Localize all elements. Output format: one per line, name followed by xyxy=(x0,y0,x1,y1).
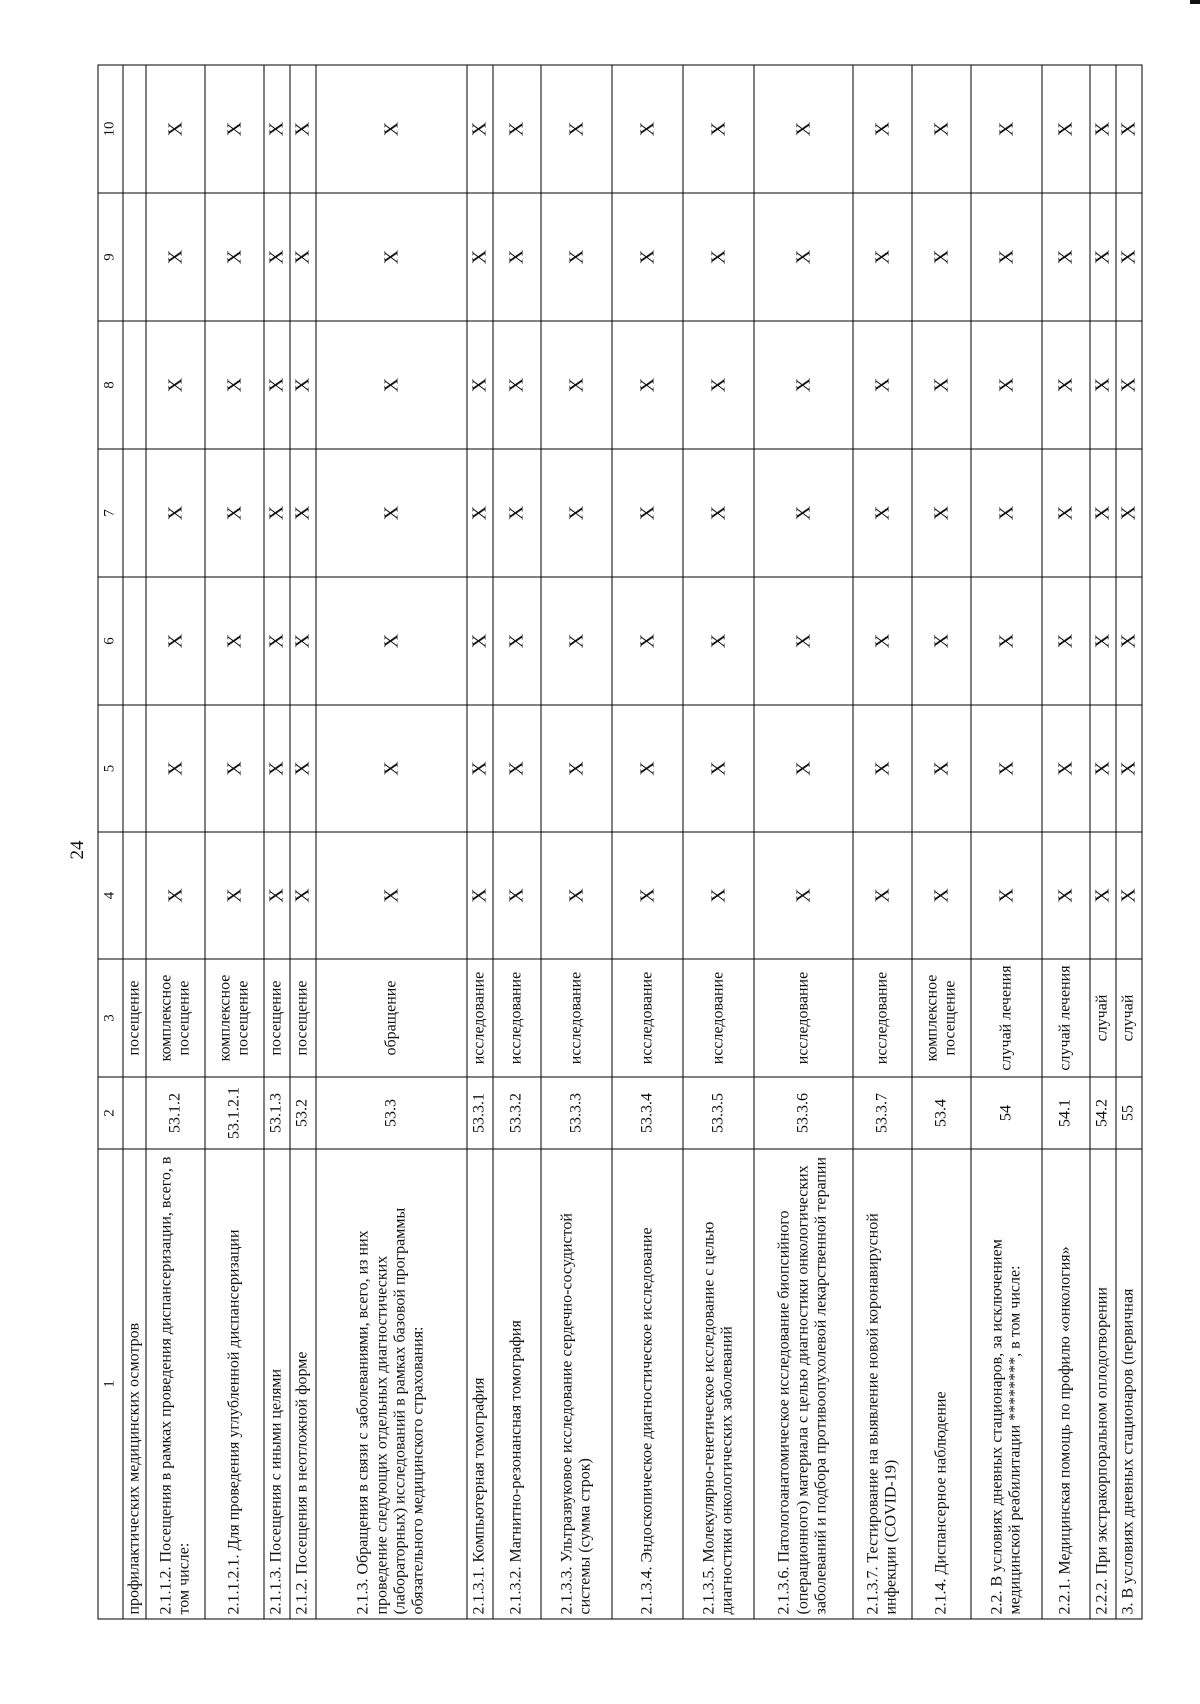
row-value: X xyxy=(290,449,316,577)
row-value: X xyxy=(853,321,912,449)
row-value: X xyxy=(853,65,912,193)
row-name: 2.1.1.2. Посещения в рамках проведения диспансеризации, всего, в том числе: xyxy=(146,1149,205,1619)
row-value: X xyxy=(493,577,541,705)
row-code: 53.4 xyxy=(912,1077,971,1149)
row-value: X xyxy=(316,321,467,449)
row-value: X xyxy=(612,321,683,449)
row-value: X xyxy=(754,193,853,321)
row-value: X xyxy=(912,832,971,959)
row-value: X xyxy=(146,449,205,577)
row-value: X xyxy=(683,321,754,449)
row-value: X xyxy=(146,577,205,705)
row-value: X xyxy=(683,449,754,577)
row-value: X xyxy=(264,832,290,959)
row-value: X xyxy=(264,193,290,321)
row-value: X xyxy=(541,65,612,193)
row-value: X xyxy=(754,577,853,705)
row-value xyxy=(123,577,146,705)
row-value: X xyxy=(1090,65,1116,193)
data-table xyxy=(98,65,1143,1620)
row-value: X xyxy=(316,705,467,832)
column-header: 7 xyxy=(98,449,123,577)
corner-mark xyxy=(1190,0,1200,4)
row-unit: случай лечения xyxy=(1042,959,1090,1077)
row-value: X xyxy=(853,577,912,705)
row-value: X xyxy=(971,705,1042,832)
row-code: 53.3.7 xyxy=(853,1077,912,1149)
row-value: X xyxy=(467,193,493,321)
row-value: X xyxy=(1042,321,1090,449)
row-value: X xyxy=(146,193,205,321)
row-value: X xyxy=(1090,193,1116,321)
row-value: X xyxy=(912,577,971,705)
row-unit: исследование xyxy=(683,959,754,1077)
row-value: X xyxy=(493,449,541,577)
row-value: X xyxy=(1090,321,1116,449)
row-value: X xyxy=(612,449,683,577)
row-value: X xyxy=(541,705,612,832)
row-name: 2.1.1.3. Посещения с иными целями xyxy=(264,1149,290,1619)
row-value: X xyxy=(683,577,754,705)
row-value: X xyxy=(612,705,683,832)
row-value: X xyxy=(1090,705,1116,832)
row-value: X xyxy=(264,705,290,832)
row-value: X xyxy=(971,449,1042,577)
row-value: X xyxy=(912,193,971,321)
table-row xyxy=(1042,65,1090,1619)
row-value xyxy=(123,449,146,577)
row-value: X xyxy=(971,577,1042,705)
row-value: X xyxy=(541,321,612,449)
row-value: X xyxy=(754,321,853,449)
page-number: 24 xyxy=(67,840,88,860)
row-value: X xyxy=(971,193,1042,321)
row-value: X xyxy=(1116,705,1142,832)
table-body xyxy=(123,65,1142,1619)
table-row xyxy=(683,65,754,1619)
table-header xyxy=(98,65,123,1619)
table-row xyxy=(146,65,205,1619)
row-value: X xyxy=(1116,832,1142,959)
column-header: 1 xyxy=(98,1149,123,1619)
row-code: 54.1 xyxy=(1042,1077,1090,1149)
row-value: X xyxy=(493,193,541,321)
table-row xyxy=(853,65,912,1619)
row-value: X xyxy=(205,193,264,321)
row-unit: посещение xyxy=(123,959,146,1077)
row-value: X xyxy=(205,577,264,705)
row-value: X xyxy=(912,65,971,193)
row-name: 2.1.3.3. Ультразвуковое исследование сердечно-сосудистой системы (сумма строк) xyxy=(541,1149,612,1619)
row-value: X xyxy=(971,65,1042,193)
column-header: 10 xyxy=(98,65,123,193)
row-code: 53.3.5 xyxy=(683,1077,754,1149)
row-value: X xyxy=(1116,321,1142,449)
row-name: профилактических медицинских осмотров xyxy=(123,1149,146,1619)
row-value: X xyxy=(1042,832,1090,959)
table-row xyxy=(123,65,146,1619)
row-value: X xyxy=(1116,449,1142,577)
row-code: 53.3.6 xyxy=(754,1077,853,1149)
row-value: X xyxy=(467,321,493,449)
row-value: X xyxy=(971,832,1042,959)
row-value: X xyxy=(493,832,541,959)
row-unit: исследование xyxy=(467,959,493,1077)
row-value: X xyxy=(754,65,853,193)
row-value: X xyxy=(853,832,912,959)
row-value: X xyxy=(853,449,912,577)
row-value: X xyxy=(467,832,493,959)
row-value: X xyxy=(612,577,683,705)
row-name: 2.1.2. Посещения в неотложной форме xyxy=(290,1149,316,1619)
row-value: X xyxy=(612,832,683,959)
table-row xyxy=(205,65,264,1619)
row-value: X xyxy=(264,449,290,577)
row-value: X xyxy=(1042,449,1090,577)
row-name: 2.2. В условиях дневных стационаров, за исключением медицинской реабилитации ********, в том числе: xyxy=(971,1149,1042,1619)
row-code: 53.3.4 xyxy=(612,1077,683,1149)
table-row xyxy=(467,65,493,1619)
table-row xyxy=(316,65,467,1619)
column-header: 9 xyxy=(98,193,123,321)
row-value: X xyxy=(290,193,316,321)
row-value: X xyxy=(1090,449,1116,577)
table-row xyxy=(264,65,290,1619)
row-value: X xyxy=(467,449,493,577)
row-value: X xyxy=(493,321,541,449)
column-header: 6 xyxy=(98,577,123,705)
row-value: X xyxy=(1116,193,1142,321)
row-value: X xyxy=(493,705,541,832)
row-unit: комплексное посещение xyxy=(912,959,971,1077)
row-value: X xyxy=(316,832,467,959)
row-value xyxy=(123,832,146,959)
row-unit: комплексное посещение xyxy=(205,959,264,1077)
row-unit: случай xyxy=(1116,959,1142,1077)
row-value: X xyxy=(1042,577,1090,705)
row-value: X xyxy=(146,321,205,449)
row-value: X xyxy=(683,65,754,193)
column-header: 3 xyxy=(98,959,123,1077)
row-value: X xyxy=(290,321,316,449)
row-value: X xyxy=(853,193,912,321)
row-code: 54.2 xyxy=(1090,1077,1116,1149)
row-name: 2.1.3. Обращения в связи с заболеваниями, всего, из них проведение следующих отдельных диагностических (лабораторных) исследований в рамках базовой программы обязательного медицинского страхования: xyxy=(316,1149,467,1619)
row-unit: посещение xyxy=(264,959,290,1077)
row-value: X xyxy=(853,705,912,832)
row-value: X xyxy=(467,577,493,705)
table-row xyxy=(290,65,316,1619)
row-value: X xyxy=(264,321,290,449)
row-unit: исследование xyxy=(754,959,853,1077)
row-code: 53.3.1 xyxy=(467,1077,493,1149)
table-row xyxy=(541,65,612,1619)
row-value: X xyxy=(1042,193,1090,321)
row-unit: исследование xyxy=(853,959,912,1077)
table-row xyxy=(612,65,683,1619)
row-value: X xyxy=(205,321,264,449)
row-value: X xyxy=(683,705,754,832)
row-value: X xyxy=(205,705,264,832)
column-header: 2 xyxy=(98,1077,123,1149)
row-name: 2.1.3.5. Молекулярно-генетическое исследование с целью диагностики онкологических заболеваний xyxy=(683,1149,754,1619)
row-value: X xyxy=(290,65,316,193)
row-name: 2.2.2. При экстракорпоральном оплодотворении xyxy=(1090,1149,1116,1619)
row-value: X xyxy=(754,705,853,832)
row-value: X xyxy=(912,321,971,449)
row-value: X xyxy=(1090,577,1116,705)
row-unit: случай xyxy=(1090,959,1116,1077)
row-value: X xyxy=(541,449,612,577)
row-value xyxy=(123,321,146,449)
row-value: X xyxy=(541,193,612,321)
row-value: X xyxy=(912,449,971,577)
row-value: X xyxy=(205,449,264,577)
rotated-page-content xyxy=(98,66,1140,1620)
row-name: 3. В условиях дневных стационаров (первичная xyxy=(1116,1149,1142,1619)
row-value xyxy=(123,193,146,321)
row-value: X xyxy=(290,705,316,832)
row-name: 2.2.1. Медицинская помощь по профилю «онкология» xyxy=(1042,1149,1090,1619)
row-code: 54 xyxy=(971,1077,1042,1149)
row-value: X xyxy=(316,65,467,193)
row-value: X xyxy=(290,577,316,705)
row-value: X xyxy=(316,577,467,705)
row-value xyxy=(123,705,146,832)
row-name: 2.1.4. Диспансерное наблюдение xyxy=(912,1149,971,1619)
column-header: 8 xyxy=(98,321,123,449)
row-unit: исследование xyxy=(612,959,683,1077)
row-value: X xyxy=(1042,65,1090,193)
row-code: 53.3.3 xyxy=(541,1077,612,1149)
row-unit: комплексное посещение xyxy=(146,959,205,1077)
row-value: X xyxy=(493,65,541,193)
row-value: X xyxy=(205,65,264,193)
row-code: 53.2 xyxy=(290,1077,316,1149)
row-name: 2.1.3.4. Эндоскопическое диагностическое исследование xyxy=(612,1149,683,1619)
row-value: X xyxy=(467,705,493,832)
table-row xyxy=(754,65,853,1619)
row-code xyxy=(123,1077,146,1149)
row-value: X xyxy=(754,449,853,577)
row-value: X xyxy=(146,705,205,832)
row-value: X xyxy=(541,832,612,959)
column-header: 5 xyxy=(98,705,123,832)
row-value: X xyxy=(316,449,467,577)
row-name: 2.1.3.7. Тестирование на выявление новой коронавирусной инфекции (COVID-19) xyxy=(853,1149,912,1619)
row-code: 53.1.2 xyxy=(146,1077,205,1149)
row-name: 2.1.3.2. Магнитно-резонансная томография xyxy=(493,1149,541,1619)
table-row xyxy=(493,65,541,1619)
row-value: X xyxy=(1042,705,1090,832)
row-value: X xyxy=(316,193,467,321)
row-value: X xyxy=(1116,65,1142,193)
row-code: 53.1.2.1 xyxy=(205,1077,264,1149)
row-value: X xyxy=(541,577,612,705)
row-unit: случай лечения xyxy=(971,959,1042,1077)
row-code: 55 xyxy=(1116,1077,1142,1149)
row-unit: исследование xyxy=(541,959,612,1077)
row-value: X xyxy=(264,577,290,705)
row-value: X xyxy=(912,705,971,832)
row-code: 53.3.2 xyxy=(493,1077,541,1149)
row-value xyxy=(123,65,146,193)
row-value: X xyxy=(754,832,853,959)
row-name: 2.1.3.1. Компьютерная томография xyxy=(467,1149,493,1619)
row-unit: исследование xyxy=(493,959,541,1077)
row-unit: посещение xyxy=(290,959,316,1077)
column-header: 4 xyxy=(98,832,123,959)
row-name: 2.1.3.6. Патологоанатомическое исследование биопсийного (операционного) материала с целью диагностики онкологических заболеваний и подбора противоопухолевой лекарственной терапии xyxy=(754,1149,853,1619)
row-value: X xyxy=(971,321,1042,449)
row-code: 53.1.3 xyxy=(264,1077,290,1149)
row-unit: обращение xyxy=(316,959,467,1077)
row-code: 53.3 xyxy=(316,1077,467,1149)
header-row xyxy=(98,65,123,1619)
row-value: X xyxy=(264,65,290,193)
row-value: X xyxy=(205,832,264,959)
row-value: X xyxy=(683,193,754,321)
row-name: 2.1.1.2.1. Для проведения углубленной диспансеризации xyxy=(205,1149,264,1619)
row-value: X xyxy=(612,65,683,193)
table-row xyxy=(1090,65,1116,1619)
row-value: X xyxy=(290,832,316,959)
table-row xyxy=(1116,65,1142,1619)
table-row xyxy=(912,65,971,1619)
row-value: X xyxy=(146,65,205,193)
row-value: X xyxy=(612,193,683,321)
row-value: X xyxy=(1116,577,1142,705)
row-value: X xyxy=(146,832,205,959)
table-row xyxy=(971,65,1042,1619)
row-value: X xyxy=(1090,832,1116,959)
row-value: X xyxy=(683,832,754,959)
row-value: X xyxy=(467,65,493,193)
